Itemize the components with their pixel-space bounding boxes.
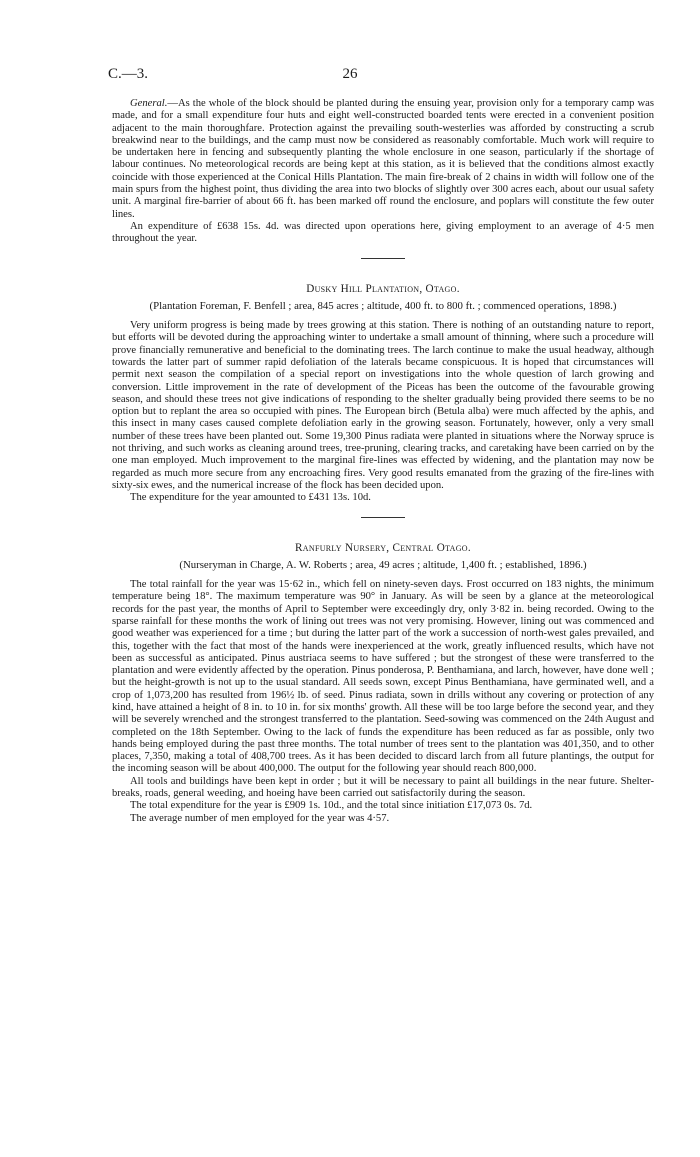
paragraph: All tools and buildings have been kept in order ; but it will be necessary to paint all buildings in the near future. Shelter-breaks, roads, general weeding, and hoeing have been carried out satisfactorily during the season.: [112, 775, 654, 800]
dusky-hill-section: [112, 283, 654, 505]
section-divider: [361, 517, 405, 518]
document-code: C.—3.: [108, 66, 149, 82]
paragraph: Very uniform progress is being made by trees growing at this station. There is nothing of an outstanding nature to report, but efforts will be devoted during the approaching winter to undertake a small amount of thinning, where such a procedure will prove financially remunerative and beneficial to the dominating trees. The larch continue to make the usual headway, although towards the latter part of summer rapid defoliation of the laterals became conspicuous. It is hoped that circumstances will permit next season the compilation of a special report on investigations into the whole question of larch growing and conversion. Little improvement in the rate of development of the Piceas has been the outcome of the favourable growing season, and should these trees not give indications of responding to the shelter gradually being provided there seems to be no option but to replant the area so occupied with pines. The European birch (Betula alba) were much affected by the aphis, and this insect in many cases caused complete defoliation early in the growing season. Fortunately, however, only a very small number of these trees have been planted out. Some 19,300 Pinus radiata were planted in situations where the Norway spruce is not thriving, and such works as cleaning around trees, tree-pruning, clearing tracks, and caretaking have been carried on by the one man employed. Much improvement to the marginal fire-lines was effected by widening, and the plantation may now be regarded as much more secure from any encroaching fires. Very good results emanated from the grazing of the fire-lines with sixty-six ewes, and the numerical increase of the flock has been decided upon.: [112, 320, 654, 491]
lead-heading: General.: [130, 98, 168, 109]
paragraph: The average number of men employed for the year was 4·57.: [130, 812, 390, 824]
section-divider: [361, 258, 405, 259]
section-title: Ranfurly Nursery, Central Otago.: [295, 541, 471, 554]
paragraph: The expenditure for the year amounted to £431 13s. 10d.: [130, 492, 371, 504]
page-content: [112, 98, 654, 825]
page-number: 26: [342, 66, 358, 82]
general-section: [112, 98, 654, 246]
section-title: Dusky Hill Plantation, Otago.: [306, 282, 460, 295]
section-subtitle: (Plantation Foreman, F. Benfell ; area, 845 acres ; altitude, 400 ft. to 800 ft. ; commenced operations, 1898.): [149, 299, 617, 312]
paragraph: General.—As the whole of the block should be planted during the ensuing year, provision only for a temporary camp was made, and for a small expenditure four huts and eight well-constructed boarded tents were erected in a convenient position adjacent to the main thoroughfare. Protection against the prevailing south-westerlies was afforded by constructing a scrub breakwind near to the buildings, and the camp must now be considered as reasonably comfortable. Much work will require to be undertaken here in fencing and subsequently planting the whole enclosure in one season, particularly if the shortage of labour continues. No meteorological records are being kept at this station, as it is believed that the conditions almost exactly coincide with those experienced at the Conical Hills Plantation. The main fire-break of 2 chains in width will follow one of the main spurs from the highest point, thus dividing the area into two blocks of slightly over 300 acres each, about our usual safety unit. A marginal fire-barrier of about 66 ft. has been marked off round the enclosure, and poplars will constitute the few outer lines.: [112, 98, 654, 220]
paragraph: The total expenditure for the year is £909 1s. 10d., and the total since initiation £17,073 0s. 7d.: [130, 800, 533, 812]
paragraph: An expenditure of £638 15s. 4d. was directed upon operations here, giving employment to an average of 4·5 men throughout the year.: [112, 220, 654, 245]
ranfurly-section: [112, 542, 654, 825]
section-subtitle: (Nurseryman in Charge, A. W. Roberts ; area, 49 acres ; altitude, 1,400 ft. ; established, 1896.): [179, 558, 587, 571]
page-header: [108, 66, 592, 84]
paragraph: The total rainfall for the year was 15·62 in., which fell on ninety-seven days. Frost occurred on 183 nights, the minimum temperature being 18°. The maximum temperature was 90° in January. As will be seen by a glance at the meteorological records for the past year, the months of April to September were exceedingly dry, only 3·82 in. being recorded. Owing to the sparse rainfall for these months the work of lining out trees was not very promising. However, lining out was commenced and good weather was experienced for a time ; but during the latter part of the work a succession of north-west gales prevailed, and this, together with the fact that most of the hands were inexperienced at the work, greatly influenced results, which have not been as successful as anticipated. Pinus austriaca seems to have suffered ; but the strongest of these were transferred to the plantation and were evidently affected by the operation. Pinus ponderosa, P. Benthamiana, and larch, however, have done well ; but the height-growth is not up to the usual standard. All seeds sown, except Pinus Benthamiana, have germinated well, and a crop of 1,073,200 has resulted from 196½ lb. of seed. Pinus radiata, sown in drills without any covering or protection of any kind, have attained a height of 8 in. to 10 in. for six months' growth. All these will be too large before the second year, and they will be severely wrenched and the strongest transferred to the plantation. Seed-sowing was commenced on the 24th August and completed on the 18th September. Owing to the lack of funds the expenditure has been reduced as far as possible, only two hands being employed during the past three months. The total number of trees sent to the plantation was 401,350, and to other places, 7,350, making a total of 408,700 trees. As it has been decided to discard larch from all future plantings, the output for the incoming season will be about 400,000. The output for the following year should reach 800,000.: [112, 579, 654, 775]
